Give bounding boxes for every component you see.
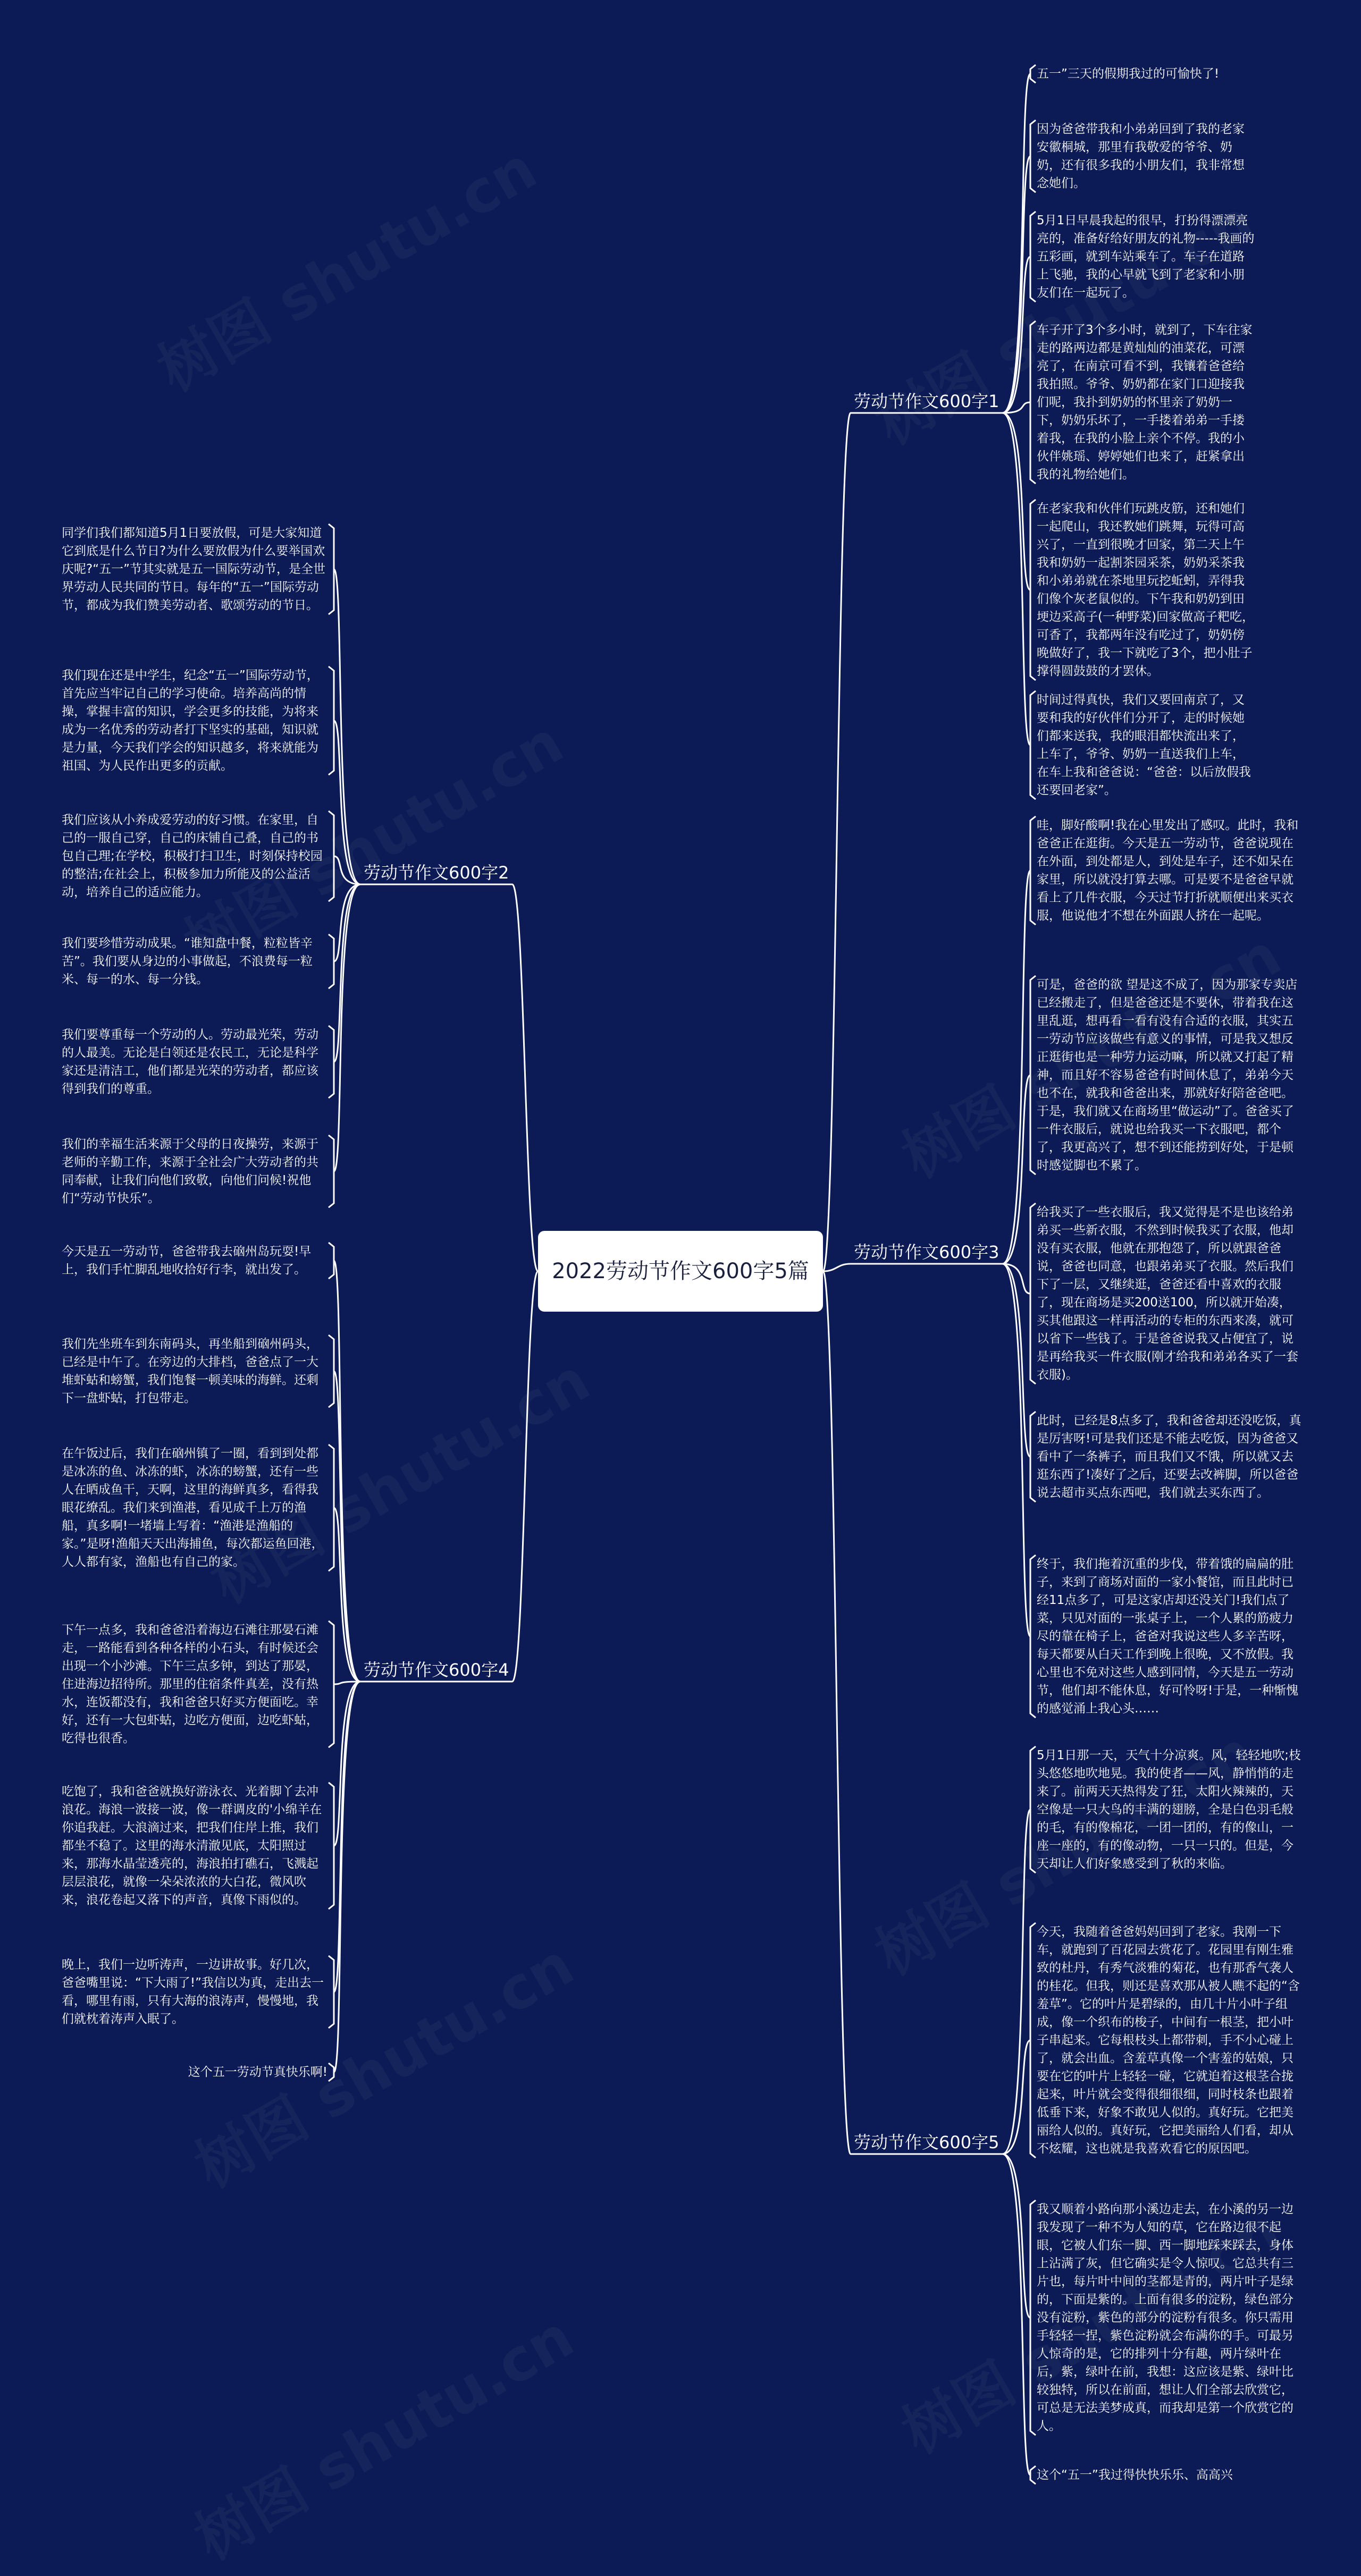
leaf-text: 我们先坐班车到东南码头，再坐船到硇州码头，已经是中午了。在旁边的大排档，爸爸点了一大堆虾蛄和螃蟹，我们饱餐一顿美味的海鲜。还剩下一盘虾蛄，打包带走。 [62,1337,318,1405]
branch-leaf-connector [1002,1264,1030,1294]
leaf-bracket [1030,500,1036,680]
leaf-bracket [329,1783,334,1909]
leaf-text: 我们应该从小养成爱劳动的好习惯。在家里，自己的一服自己穿，自己的床铺自己叠，自己的书包自己理;在学校，积极打扫卫生，时刻保持校园的整洁;在社会上，积极参加力所能及的公益活动，培养自己的适应能力。 [62,813,323,899]
leaf-text: 我们的幸福生活来源于父母的日夜操劳，来源于老师的辛勤工作，来源于全社会广大劳动者的共同奉献，让我们向他们致敬，向他们问候!祝他们“劳动节快乐”。 [62,1137,318,1205]
root-branch-connector [823,1264,851,1271]
leaf-text: 同学们我们都知道5月1日要放假，可是大家知道它到底是什么节日?为什么要放假为什么要举国欢庆呢?“五一”节其实就是五一国际劳动节，是全世界劳动人民共同的节日。每年的“五一”国际劳动节，都成为我们赞美劳动者、歌颂劳动的节日。 [62,526,326,612]
branch-label-4[interactable]: 劳动节作文600字4 [364,1660,509,1680]
leaf-bracket [1030,120,1036,192]
leaf-text: 可是，爸爸的欲 望是这不成了，因为那家专卖店已经搬走了，但是爸爸还是不要休，带着我在这里乱逛，想再看一看有没有合适的衣服，其实五一劳动节应该做些有意义的事情，可是我又想反正逛街也是一种劳力运动嘛，所以就又打起了精神，而且好不容易爸爸有时间休息了，弟弟今天也不在，就我和爸爸出来，那就好好陪爸爸吧。于是，我们就又在商场里“做运动”了。爸爸买了一件衣服后，就说也给我买一下衣服吧，都个了，我更高兴了，想不到还能捞到好处，于是顿时感觉脚也不累了。 [1037,978,1298,1172]
leaf-text: 我们现在还是中学生，纪念“五一”国际劳动节，首先应当牢记自己的学习使命。培养高尚的情操，掌握丰富的知识，学会更多的技能，为将来成为一名优秀的劳动者打下坚实的基础，知识就是力量，今天我们学会的知识越多，将来就能为祖国、为人民作出更多的贡献。 [62,669,319,773]
branch-leaf-connector [1002,402,1030,413]
branch-label-5[interactable]: 劳动节作文600字5 [854,2132,999,2152]
branch-leaf-connector [1002,1264,1030,1636]
leaf-text: 在午饭过后，我们在硇州镇了一圈，看到到处都是冰冻的鱼、冰冻的虾，冰冻的螃蟹，还有一些人在晒成鱼干，天啊，这里的海鲜真多，看得我眼花缭乱。我们来到渔港，看见成千上万的渔船，真多啊!一堵墙上写着：“渔港是渔船的家。”是呀!渔船天天出海捕鱼，每次都运鱼回港，人人都有家，渔船也有自己的家。 [62,1447,324,1569]
leaf-bracket [1030,1412,1036,1502]
leaf-text: 车子开了3个多小时，就到了，下车往家走的路两边都是黄灿灿的油菜花，可漂亮了，在南京可看不到，我镶着爸爸给我拍照。爷爷、奶奶都在家门口迎接我们呢，我扑到奶奶的怀里亲了奶奶一下，奶奶乐坏了，一手搂着弟弟一手搂着我，在我的小脸上亲个不停。我的小伙伴姚瑶、婷婷她们也来了，赶紧拿出我的礼物给她们。 [1037,323,1253,482]
branch-leaf-connector [334,1682,360,1992]
leaf-bracket [1030,1923,1036,2158]
leaf-text: 晚上，我们一边听涛声，一边讲故事。好几次，爸爸嘴里说：“下大雨了!”我信以为真，走出去一看，哪里有雨，只有大海的浪涛声，慢慢地，我们就枕着涛声入眠了。 [62,1958,324,2026]
leaf-text: 我们要尊重每一个劳动的人。劳动最光荣，劳动的人最美。无论是白领还是农民工，无论是科学家还是清洁工，他们都是光荣的劳动者，都应该得到我们的尊重。 [62,1028,318,1096]
leaf-bracket [1030,1203,1036,1384]
leaf-text: 时间过得真快，我们又要回南京了，又要和我的好伙伴们分开了，走的时候她们都来送我，我的眼泪都快流出来了，上车了，爷爷、奶奶一直送我们上车，在车上我和爸爸说：“爸爸：以后放假我还要回老家”。 [1037,693,1251,797]
root-branch-connector [823,413,851,1271]
leaf-text: 今天是五一劳动节，爸爸带我去硇州岛玩耍!早上，我们手忙脚乱地收拾好行李，就出发了。 [62,1245,312,1277]
leaf-text: 这个五一劳动节真快乐啊! [188,2065,327,2079]
leaf-text: 此时，已经是8点多了，我和爸爸却还没吃饭，真是厉害呀!可是我们还是不能去吃饭，因为爸爸又看中了一条裤子，而且我们又不饿，所以就又去逛东西了!凑好了之后，还要去改裤脚，所以爸爸说去超市买点东西吧，我们就去买东西了。 [1037,1414,1301,1500]
leaf-bracket [1030,2466,1036,2484]
leaf-text: 我又顺着小路向那小溪边走去，在小溪的另一边我发现了一种不为人知的草，它在路边很不起眼，它被人们东一脚、西一脚地踩来踩去，身体上沾满了灰，但它确实是令人惊叹。它总共有三片也，每片叶中间的茎都是青的，两片叶子是绿的，下面是紫的。上面有很多的淀粉，绿色部分没有淀粉，紫色的部分的淀粉有很多。你只需用手轻轻一捏，紫色淀粉就会布满你的手。可最另人惊奇的是，它的排列十分有趣，两片绿叶在后，紫，绿叶在前，我想：这应该是紫、绿叶比较独特，所以在前面，想让人们全部去欣赏它，可总是无法美梦成真，而我却是第一个欣赏它的人。 [1037,2202,1293,2433]
branch-label-2[interactable]: 劳动节作文600字2 [364,863,509,883]
leaf-text: 五一”三天的假期我过的可愉快了! [1037,67,1220,81]
leaf-bracket [329,1335,334,1407]
branch-leaf-connector [1002,1264,1030,1457]
branch-leaf-connector [334,1682,360,1846]
leaf-text: 我们要珍惜劳动成果。“谁知盘中餐，粒粒皆辛苦”。我们要从身边的小事做起，不浪费每一粒米、每一的水、每一分钱。 [62,936,313,986]
leaf-bracket [1030,1555,1036,1718]
leaf-bracket [329,1026,334,1098]
leaf-text: 5月1日早晨我起的很早，打扮得漂漂亮亮的，准备好给好朋友的礼物-----我画的五彩画，就到车站乘车了。车子在道路上飞驰，我的心早就飞到了老家和小朋友们在一起玩了。 [1037,214,1255,300]
leaf-text: 5月1日那一天，天气十分凉爽。风，轻轻地吹;枝头悠悠地吹地晃。我的使者——风，静悄悄的走来了。前两天天热得发了狂，太阳火辣辣的，天空像是一只大鸟的丰满的翅膀，全是白色羽毛般的毛，有的像棉花，一团一团的，有的像山，一座一座的，有的像动物，一只一只的。但是，今天却让人们好象感受到了秋的来临。 [1037,1749,1301,1871]
branch-leaf-connector [1002,2154,1030,2318]
leaf-bracket [329,1135,334,1207]
leaf-text: 因为爸爸带我和小弟弟回到了我的老家安徽桐城，那里有我敬爱的爷爷、奶奶，还有很多我的小朋友们，我非常想念她们。 [1037,122,1245,190]
leaf-text: 哇，脚好酸啊!我在心里发出了感叹。此时，我和爸爸正在逛街。今天是五一劳动节，爸爸说现在在外面，到处都是人，到处是车子，还不如呆在家里，所以就没打算去哪。可是要不是爸爸早就看上了几件衣服，今天过节打折就顺便出来买衣服，他说他才不想在外面跟人挤在一起呢。 [1037,818,1299,923]
branch-leaf-connector [334,884,360,1062]
root-branch-connector [512,884,538,1271]
leaf-bracket [1030,816,1036,925]
leaf-text: 今天，我随着爸爸妈妈回到了老家。我刚一下车，就跑到了百花园去赏花了。花园里有刚生雅致的杜丹，有秀气淡雅的菊花，也有那香气袭人的桂花。但我，则还是喜欢那从被人瞧不起的“含羞草”。它的叶片是碧绿的，由几十片小叶子组成，像一个织布的梭子，中间有一根茎，把小叶子串起来。它每根枝头上都带刺，手不小心碰上了，就会出血。含羞草真像一个害羞的姑娘，只要在它的叶片上轻轻一碰，它就迫着这根茎合拢起来，叶片就会变得很细很细，同时枝条也跟着低垂下来，好象不敢见人似的。真好玩。它把美丽给人似的。真好玩，它把美丽给人们看，却从不炫耀，这也就是我喜欢看它的原因吧。 [1037,1925,1300,2156]
branch-leaf-connector [1002,413,1030,745]
branch-leaf-connector [334,1682,360,1684]
branch-leaf-connector [334,884,360,1171]
leaf-bracket [329,934,334,989]
leaf-bracket [1030,65,1036,83]
watermark [140,123,549,407]
leaf-bracket [329,1621,334,1747]
leaf-text: 终于，我们拖着沉重的步伐，带着饿的扁扁的肚子，来到了商场对面的一家小餐馆，而且此时已经11点多了，可是这家店却还没关门!我们点了菜，只见对面的一张桌子上，一个人累的筋疲力尽的靠在椅子上，爸爸对我说这些人多辛苦呀，每天都要从白天工作到晚上很晚，又不放假。我心里也不免对这些人感到同情，今天是五一劳动节，他们却不能休息，好可怜呀!于是，一种惭愧的感觉涌上我心头…… [1037,1557,1299,1716]
leaf-bracket [1030,691,1036,799]
leaf-bracket [329,1956,334,2028]
leaf-bracket [329,524,334,614]
branch-label-3[interactable]: 劳动节作文600字3 [854,1242,999,1262]
watermark [178,2291,586,2575]
leaf-text: 在老家我和伙伴们玩跳皮筋，还和她们一起爬山，我还教她们跳舞，玩得可高兴了，一直到很晚才回家，第二天上午我和奶奶一起割茶园采茶，奶奶采茶我和小弟弟就在茶地里玩挖蚯蚓，弄得我们像个灰老鼠似的。下午我和奶奶到田埂边采高子(一种野菜)回家做高子粑吃，可香了，我都两年没有吃过了，奶奶傍晚做好了，我一下就吃了3个，把小肚子撑得圆鼓鼓的才罢休。 [1037,502,1254,678]
branch-leaf-connector [1002,2040,1030,2154]
root-branch-connector [512,1271,538,1682]
branch-leaf-connector [1002,413,1030,590]
branch-leaf-connector [334,1682,360,2072]
leaf-bracket [329,666,334,775]
leaf-text: 吃饱了，我和爸爸就换好游泳衣、光着脚丫去冲浪花。海浪一波接一波，像一群调皮的'小绵羊在你追我赶。大浪滴过来，把我们住岸上推，我们都坐不稳了。这里的海水清澈见底，太阳照过来，那海水晶莹透亮的，海浪拍打礁石，飞溅起层层浪花，就像一朵朵浓浓的大白花，微风吹来，浪花卷起又落下的声音，真像下雨似的。 [62,1785,322,1907]
leaf-text: 给我买了一些衣服后，我又觉得是不是也该给弟弟买一些新衣服，不然到时候我买了衣服，他却没有买衣服，他就在那抱怨了，所以就跟爸爸说，爸爸也同意，也跟弟弟买了衣服。然后我们下了一层，又继续逛，爸爸还看中喜欢的衣服了，现在商场是买200送100，所以就开始凑，买其他跟这一样再活动的专柜的东西来凑，就可以省下一些钱了。于是爸爸说我又占便宜了，说是再给我买一件衣服(刚才给我和弟弟各买了一套衣服)。 [1037,1205,1298,1382]
root-topic[interactable]: 2022劳动节作文600字5篇 [538,1231,823,1312]
leaf-text: 下午一点多，我和爸爸沿着海边石滩往那晏石滩走，一路能看到各种各样的小石头，有时候还会出现一个小沙滩。下午三点多钟，到达了那晏，住进海边招待所。那里的住宿条件真差，没有热水，连饭都没有，我和爸爸只好买方便面吃。幸好，还有一大包虾蛄，边吃方便面，边吃虾蛄，吃得也很香。 [62,1623,318,1745]
leaf-text: 这个“五一”我过得快快乐乐、高高兴 [1037,2468,1233,2482]
leaf-bracket [329,1243,334,1279]
branch-label-1[interactable]: 劳动节作文600字1 [854,391,999,411]
root-branch-connector [823,1271,851,2154]
